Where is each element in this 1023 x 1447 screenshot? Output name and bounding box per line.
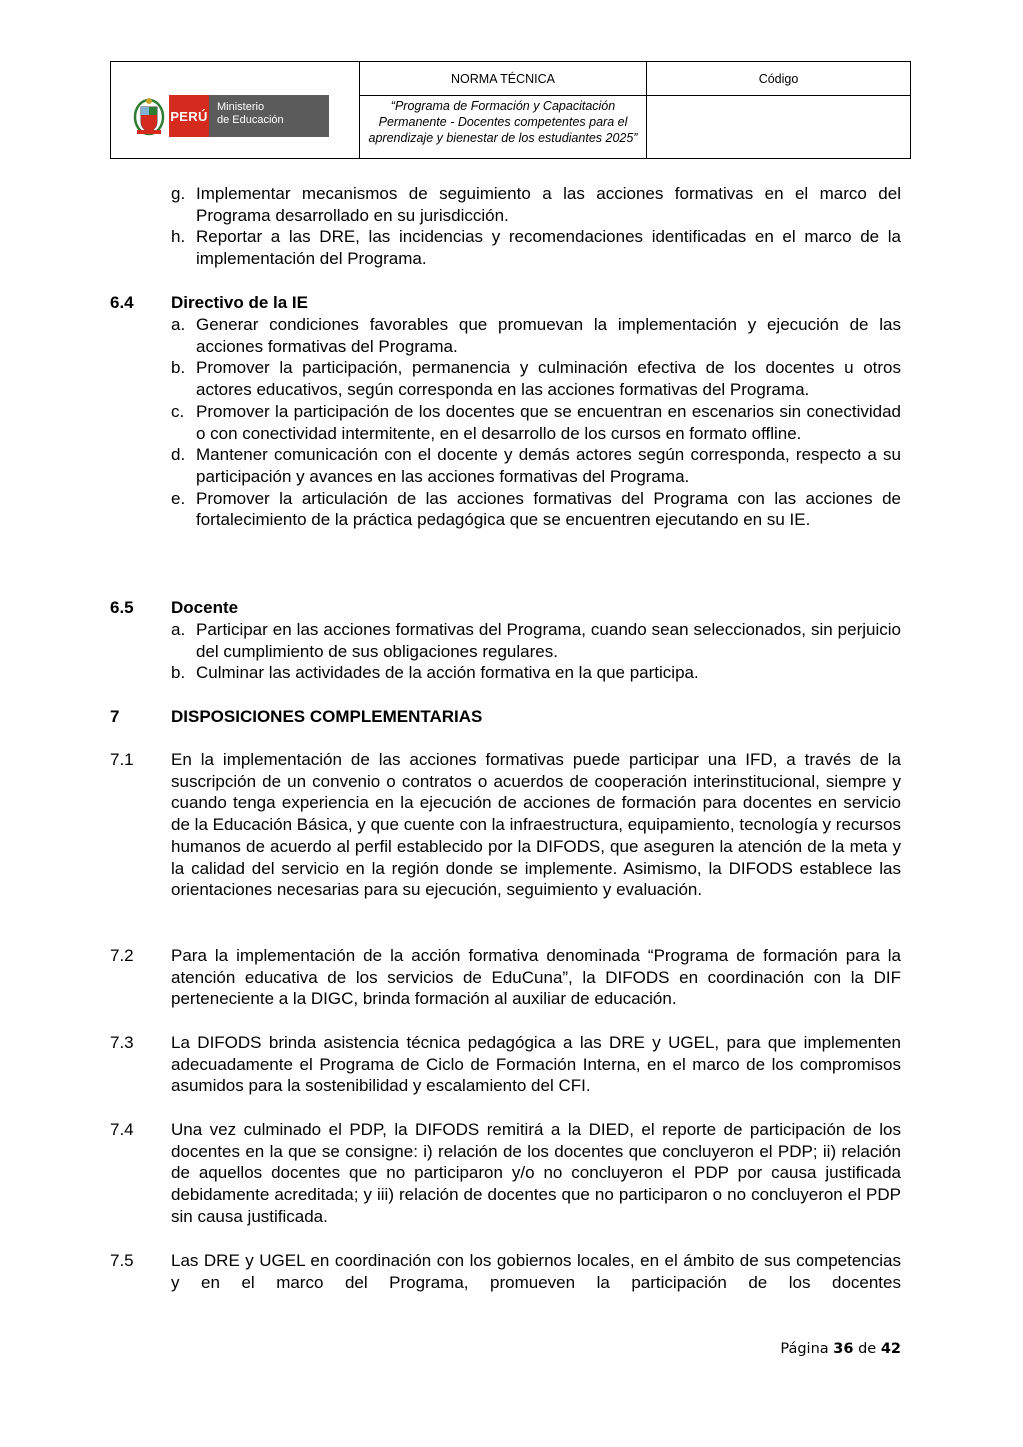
list-text: Reportar a las DRE, las incidencias y recomendaciones identificadas en el marco de la implementación del Programa. (196, 227, 901, 269)
page-number: 36 (833, 1341, 854, 1357)
page-footer (780, 1341, 901, 1357)
paragraph-number: 7.5 (110, 1251, 134, 1270)
section-title: DISPOSICIONES COMPLEMENTARIAS (171, 707, 483, 726)
section-title: Docente (171, 598, 239, 617)
paragraph-number: 7.1 (110, 750, 134, 769)
list-letter: h. (171, 227, 186, 247)
list-letter: a. (171, 315, 186, 334)
section-title: Directivo de la IE (171, 293, 308, 312)
list-item (171, 314, 901, 357)
list-letter: b. (171, 663, 186, 683)
list-item (171, 662, 901, 684)
paragraph-text: Las DRE y UGEL en coordinación con los gobiernos locales, en el ámbito de sus competencias y en el marco del Programa, promueven la participación de los docentes (171, 1251, 901, 1292)
list-top (171, 183, 901, 270)
ministerio-line-1: Ministerio (217, 101, 265, 113)
page-of-label: de (858, 1341, 877, 1357)
norma-tecnica-cell: NORMA TÉCNICA (360, 62, 647, 96)
logo-cell (111, 62, 360, 158)
paragraph-text: Para la implementación de la acción formativa denominada “Programa de formación para la atención educativa de los servicios de EduCuna”, la DIFODS en coordinación con la DIF perteneciente a la DIGC, brinda formación al auxiliar de educación. (171, 946, 901, 1009)
ministerio-label (209, 95, 329, 137)
list-text: Culminar las actividades de la acción formativa en la que participa. (196, 663, 699, 683)
document-header (110, 61, 911, 159)
coat-of-arms-icon (133, 95, 165, 137)
program-title-cell: “Programa de Formación y Capacitación Permanente - Docentes competentes para el aprendizaje y bienestar de los estudiantes 2025” (360, 96, 647, 158)
page-total: 42 (880, 1341, 901, 1357)
list-item (171, 357, 901, 400)
paragraph-text: Una vez culminado el PDP, la DIFODS remitirá a la DIED, el reporte de participación de los docentes en la que se consigne: i) relación de los docentes que concluyeron el PDP; ii) relación de aquellos docentes que no participaron y/o no concluyeron el PDP por causa justificada debidamente acreditada; y iii) relación de docentes que no participaron o no concluyeron el PDP sin causa justificada. (171, 1120, 901, 1226)
codigo-value-cell (647, 96, 910, 158)
paragraph-number: 7.3 (110, 1033, 134, 1052)
list-text: Implementar mecanismos de seguimiento a las acciones formativas en el marco del Programa desarrollado en su jurisdicción. (196, 184, 901, 225)
list-text: Mantener comunicación con el docente y demás actores según corresponda, respecto a su participación y avances en las acciones formativas del Programa. (196, 445, 901, 486)
minedu-logo (133, 95, 329, 137)
ministerio-line-2: de Educación (217, 114, 284, 126)
paragraph-text: En la implementación de las acciones formativas puede participar una IFD, a través de la suscripción de un convenio o contratos o acuerdos de cooperación interinstitucional, siempre y cuando tenga experiencia en la ejecución de acciones de formación para docentes en servicio de la Educación Básica, y que cuente con la infraestructura, equipamiento, tecnología y recursos humanos de acuerdo al perfil establecido por la DIFODS, que aseguren la atención de la meta y la calidad del servicio en la región donde se implemente. Asimismo, la DIFODS establece las orientaciones necesarias para su ejecución, seguimiento y evaluación. (171, 750, 901, 900)
paragraph-text: La DIFODS brinda asistencia técnica pedagógica a las DRE y UGEL, para que implementen adecuadamente el Programa de Ciclo de Formación Interna, en el marco de los compromisos asumidos para la sostenibilidad y escalamiento del CFI. (171, 1033, 901, 1096)
list-letter: c. (171, 401, 185, 421)
list-letter: a. (171, 620, 186, 639)
list-item (171, 444, 901, 487)
section-number: 7 (110, 707, 120, 726)
list-letter: d. (171, 445, 186, 465)
list-text: Promover la articulación de las acciones formativas del Programa con las acciones de fortalecimiento de la práctica pedagógica que se encuentren ejecutando en su IE. (196, 488, 901, 530)
list-item (171, 401, 901, 444)
list-section-6-5 (171, 619, 901, 684)
list-text: Generar condiciones favorables que promuevan la implementación y ejecución de las acciones formativas del Programa. (196, 315, 901, 356)
section-number: 6.4 (110, 293, 134, 312)
list-text: Promover la participación de los docentes que se encuentran en escenarios sin conectividad o con conectividad intermitente, en el desarrollo de los cursos en formato offline. (196, 401, 901, 443)
section-number: 6.5 (110, 598, 134, 617)
list-text: Participar en las acciones formativas del Programa, cuando sean seleccionados, sin perjuicio del cumplimiento de sus obligaciones regulares. (196, 620, 901, 661)
codigo-cell: Código (647, 62, 910, 96)
list-item (171, 488, 901, 531)
list-section-6-4 (171, 314, 901, 531)
paragraph-number: 7.2 (110, 946, 134, 965)
list-item (171, 619, 901, 662)
list-item (171, 183, 901, 226)
list-text: Promover la participación, permanencia y culminación efectiva de los docentes u otros actores educativos, según corresponda en las acciones formativas del Programa. (196, 358, 901, 400)
list-letter: g. (171, 184, 186, 203)
list-letter: b. (171, 358, 186, 378)
paragraph-number: 7.4 (110, 1120, 134, 1139)
list-letter: e. (171, 488, 186, 508)
list-item (171, 226, 901, 269)
peru-label: PERÚ (169, 95, 209, 137)
page-label: Página (780, 1341, 829, 1357)
